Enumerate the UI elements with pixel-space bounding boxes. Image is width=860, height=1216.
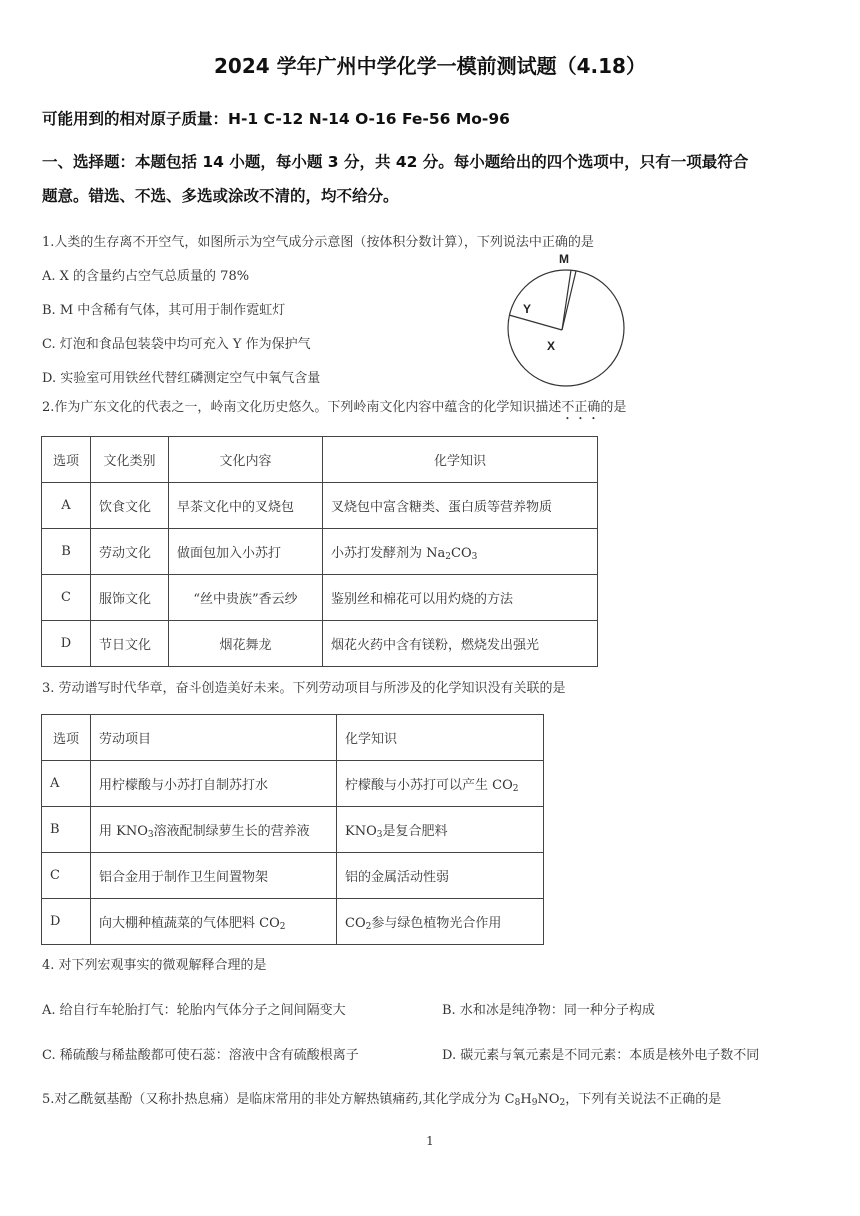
q3-table-row — [42, 807, 544, 853]
q2-table-header-row — [42, 437, 598, 483]
q2-header-content: 文化内容 — [169, 437, 323, 483]
q4-stem: 4. 对下列宏观事实的微观解释合理的是 — [42, 958, 267, 973]
q2-row-c-content: “丝中贵族”香云纱 — [169, 575, 323, 621]
q3-row-a-option: A — [42, 761, 91, 807]
q3-row-a-item: 用柠檬酸与小苏打自制苏打水 — [91, 761, 337, 807]
q3-row-c-option: C — [42, 853, 91, 899]
q2-table-row — [42, 621, 598, 667]
q1-option-d: D. 实验室可用铁丝代替红磷测定空气中氧气含量 — [42, 371, 321, 386]
q2-table — [41, 436, 598, 667]
q3-row-a-knowledge: 柠檬酸与小苏打可以产生 $CO_2$ — [337, 761, 544, 807]
q2-row-c-knowledge: 鉴别丝和棉花可以用灼烧的方法 — [323, 575, 598, 621]
q2-row-b-knowledge: 小苏打发酵剂为 $Na_2CO_3$ — [323, 529, 598, 575]
q2-row-a-option: A — [42, 483, 91, 529]
atomic-masses-line: 可能用到的相对原子质量：H-1 C-12 N-14 O-16 Fe-56 Mo-96 — [42, 110, 510, 128]
q2-row-a-content: 早茶文化中的叉烧包 — [169, 483, 323, 529]
q3-row-c-knowledge: 铝的金属活动性弱 — [337, 853, 544, 899]
q2-row-b-option: B — [42, 529, 91, 575]
pie-label-x: X — [547, 339, 556, 353]
section-instructions-line1: 一、选择题：本题包括 14 小题，每小题 3 分，共 42 分。每小题给出的四个选项中，只有一项最符合 — [42, 153, 749, 171]
q2-row-c-option: C — [42, 575, 91, 621]
q3-row-d-item: 向大棚种植蔬菜的气体肥料 $CO_2$ — [91, 899, 337, 945]
q1-option-a: A. X 的含量约占空气总质量的 78% — [42, 269, 250, 284]
q2-table-row — [42, 575, 598, 621]
q3-table-row — [42, 853, 544, 899]
page-title: 2024 学年广州中学化学一模前测试题（4.18） — [214, 54, 646, 78]
q2-row-d-content: 烟花舞龙 — [169, 621, 323, 667]
q2-stem — [42, 396, 626, 423]
q3-table-header-row — [42, 715, 544, 761]
q2-row-a-category: 饮食文化 — [91, 483, 169, 529]
q4-option-b: B. 水和冰是纯净物：同一种分子构成 — [442, 1003, 655, 1018]
section-instructions-line2: 题意。错选、不选、多选或涂改不清的，均不给分。 — [42, 187, 399, 205]
q3-row-c-item: 铝合金用于制作卫生间置物架 — [91, 853, 337, 899]
q2-header-option: 选项 — [42, 437, 91, 483]
q5-stem: 5.对乙酰氨基酚（又称扑热息痛）是临床常用的非处方解热镇痛药,其化学成分为 $C_8H_9NO_2$，下列有关说法不正确的是 — [42, 1092, 722, 1108]
q1-option-b: B. M 中含稀有气体，其可用于制作霓虹灯 — [42, 303, 286, 318]
q2-row-b-content: 做面包加入小苏打 — [169, 529, 323, 575]
q4-option-a: A. 给自行车轮胎打气：轮胎内气体分子之间间隔变大 — [42, 1003, 346, 1018]
page-number: 1 — [426, 1134, 434, 1148]
q2-row-d-option: D — [42, 621, 91, 667]
q3-header-knowledge: 化学知识 — [337, 715, 544, 761]
q3-row-b-option: B — [42, 807, 91, 853]
q2-header-knowledge: 化学知识 — [323, 437, 598, 483]
q2-row-b-category: 劳动文化 — [91, 529, 169, 575]
q1-stem: 1.人类的生存离不开空气，如图所示为空气成分示意图（按体积分数计算），下列说法中正确的是 — [42, 235, 594, 250]
q2-header-category: 文化类别 — [91, 437, 169, 483]
q2-row-d-category: 节日文化 — [91, 621, 169, 667]
q3-row-b-item: 用 $KNO_3$溶液配制绿萝生长的营养液 — [91, 807, 337, 853]
q3-table-row — [42, 761, 544, 807]
pie-divider-y — [509, 315, 562, 330]
pie-label-y: Y — [523, 302, 532, 316]
q3-header-item: 劳动项目 — [91, 715, 337, 761]
q3-row-d-knowledge: $CO_2$参与绿色植物光合作用 — [337, 899, 544, 945]
q3-table — [41, 714, 544, 945]
q2-stem-emphasis: 不正确 — [561, 400, 601, 415]
q2-row-d-knowledge: 烟花火药中含有镁粉，燃烧发出强光 — [323, 621, 598, 667]
pie-label-m: M — [559, 252, 569, 266]
q4-option-d: D. 碳元素与氧元素是不同元素：本质是核外电子数不同 — [442, 1048, 760, 1063]
q2-row-c-category: 服饰文化 — [91, 575, 169, 621]
q2-table-row — [42, 529, 598, 575]
q3-header-option: 选项 — [42, 715, 91, 761]
q3-row-d-option: D — [42, 899, 91, 945]
pie-circle — [508, 270, 624, 386]
q1-option-c: C. 灯泡和食品包装袋中均可充入 Y 作为保护气 — [42, 337, 311, 352]
q3-stem: 3. 劳动谱写时代华章，奋斗创造美好未来。下列劳动项目与所涉及的化学知识没有关联的是 — [42, 681, 566, 696]
air-composition-pie-diagram — [500, 250, 640, 390]
q4-option-c: C. 稀硫酸与稀盐酸都可使石蕊：溶液中含有硫酸根离子 — [42, 1048, 359, 1063]
q3-row-b-knowledge: $KNO_3$是复合肥料 — [337, 807, 544, 853]
q2-row-a-knowledge: 叉烧包中富含糖类、蛋白质等营养物质 — [323, 483, 598, 529]
q2-table-row — [42, 483, 598, 529]
q3-table-row — [42, 899, 544, 945]
q2-stem-suffix: 的是 — [600, 400, 627, 415]
q2-stem-prefix: 2.作为广东文化的代表之一，岭南文化历史悠久。下列岭南文化内容中蕴含的化学知识描述 — [42, 400, 562, 415]
